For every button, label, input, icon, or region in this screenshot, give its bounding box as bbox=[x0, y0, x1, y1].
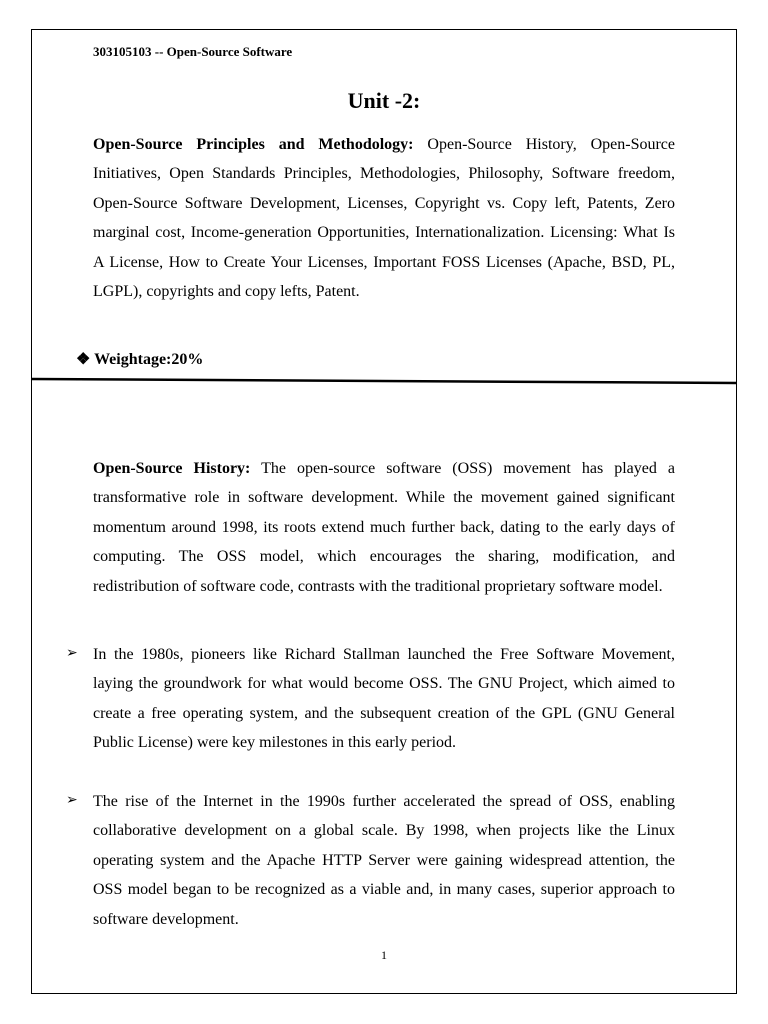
weightage-line bbox=[76, 349, 203, 369]
page-number: 1 bbox=[381, 948, 387, 962]
history-paragraph bbox=[93, 454, 675, 601]
syllabus-text: Open-Source History, Open-Source Initiatives, Open Standards Principles, Methodologies, Philosophy, Software freedom, Open-Source Software Development, Licenses, Copyright vs. Copy left, Patents, Zero marginal cost, Income-generation Opportunities, Internationalization. Licensing: What Is A License, How to Create Your Licenses, Important FOSS Licenses (Apache, BSD, PL, LGPL), copyrights and copy lefts, Patent. bbox=[93, 136, 676, 301]
bullet-item: The rise of the Internet in the 1990s further accelerated the spread of OSS, enabling collaborative development on a global scale. By 1998, when projects like the Linux operating system and the Apache HTTP Server were gaining widespread attention, the OSS model began to be recognized as a viable and, in many cases, superior approach to software development. bbox=[93, 793, 675, 928]
syllabus-paragraph bbox=[93, 130, 675, 306]
unit-title: Unit -2: bbox=[347, 88, 421, 113]
section-divider bbox=[31, 376, 737, 386]
weightage-text: Weightage:20% bbox=[94, 351, 204, 368]
history-text: The open-source software (OSS) movement has played a transformative role in software development. While the movement gained significant momentum around 1998, its roots extend much further back, dating to the early days of computing. The OSS model, which encourages the sharing, modification, and redistribution of software code, contrasts with the traditional proprietary software model. bbox=[93, 460, 675, 595]
course-header: 303105103 -- Open-Source Software bbox=[93, 44, 293, 59]
bullet-item: In the 1980s, pioneers like Richard Stallman launched the Free Software Movement, laying the groundwork for what would become OSS. The GNU Project, which aimed to create a free operating system, and the subsequent creation of the GPL (GNU General Public License) were key milestones in this early period. bbox=[93, 646, 675, 752]
arrow-bullet-icon: ➢ bbox=[66, 646, 78, 661]
arrow-bullet-icon: ➢ bbox=[66, 793, 78, 808]
diamond-bullet-icon: ❖ bbox=[76, 351, 91, 368]
history-heading: Open-Source History: bbox=[93, 460, 251, 477]
syllabus-heading: Open-Source Principles and Methodology: bbox=[93, 136, 414, 153]
